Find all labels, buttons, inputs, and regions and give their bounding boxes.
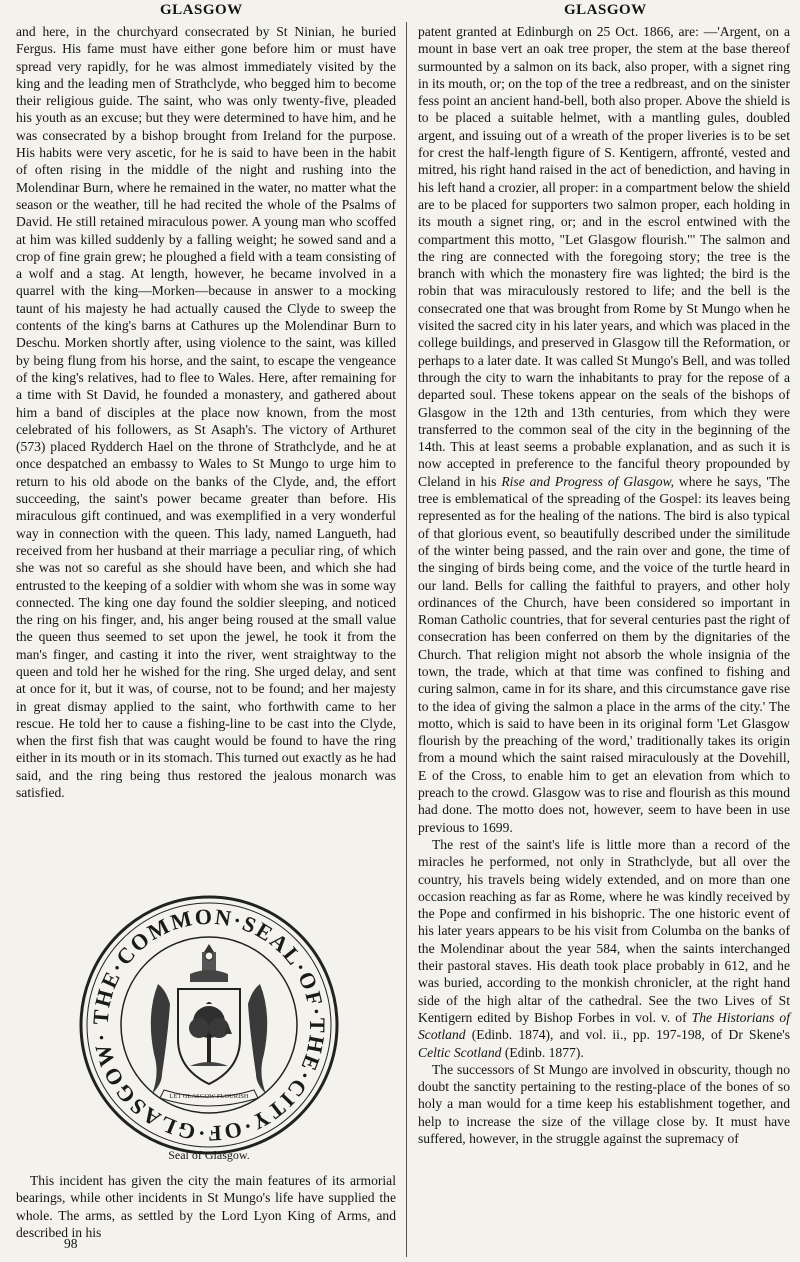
right-paragraph-2-text: The rest of the saint's life is little more than a record of the miracles he performed, not only in Strathclyde, but all over the country, his travels being widely extended, and on more than one occasion reaching as far as Rome, where he was kindly received by the Pope and confirmed in his bishopric. The one historic event of his later years appears to be his visit from Columba on the banks of the Molendinar about the year 584, when the saints interchanged their pastoral staves. His death took place probably in 612, and he was buried, according to the monkish chronicler, at the right hand side of the high altar of the cathedral. See the two Lives of St Kentigern edited by Bishop Forbes in vol. v. of: [418, 836, 790, 1025]
seal-ring-text: THE·COMMON·SEAL·OF·THE·CITY·OF·GLASGOW·: [87, 903, 331, 1147]
right-paragraph-1-tail: where he says, 'The tree is emblematical of the spreading of the Gospel: its leaves being represented as for the healing of the nations. The bird is also typical of that glorious event, so beautifully described under the similitude of the winter being passed, and the rain over and gone, the time of the singing of birds being come, and the voice of the turtle heard in our land. Bells for calling the faithful to prayers, and other holy ordinances of the Church, have been considered so important in Roman Catholic countries, that for several centuries past the right of consecration has been conferred on them by the dignitaries of the Church. That religion might not absorb the whole insignia of the town, the trade, which at that time was confined to fishing and curing salmon, came in for its share, and this circumstance gave rise to the idea of giving the salmon a place in the arms of the city.' The motto, which is said to have been in its original form 'Let Glasgow flourish by the preaching of the word,' traditionally takes its origin from a mound which the saint raised miraculously at the Dovehill, E of the Cross, to enable him to get an elevation from which to preach to the crowd. Glasgow was to rise and flourish as this mound had done. The motto does not, however, seem to have been in use previous to 1699.: [418, 473, 790, 835]
page-number: 98: [64, 1236, 78, 1251]
right-paragraph-2-book-title-1: The Historians of Scotland: [418, 1009, 791, 1043]
right-column: [418, 23, 790, 1147]
motto-ribbon-text: LET GLASGOW FLOURISH: [169, 1093, 249, 1100]
header-right: GLASGOW: [564, 2, 647, 18]
column-divider: [406, 22, 407, 1257]
seal-of-glasgow-illustration: [78, 894, 340, 1156]
right-salmon-supporter: [248, 984, 267, 1094]
left-paragraph-1: and here, in the churchyard consecrated by St Ninian, he buried Fergus. His fame must have either gone before him or must have spread very rapidly, for he was almost immediately visited by the king and the leading men of Strathclyde, who begged him to become their religious guide. The saint, who was only twenty-five, pleaded his youth as an excuse; but they were determined to have him, and he was consecrated by a bishop brought from Ireland for the purpose. His habits were very ascetic, for he is said to have been in the habit of often rising in the middle of the night and rushing into the Molendinar Burn, where he remained in the water, no matter what the season or the weather, till he had recited the whole of the Psalms of David. He still retained miraculous power. A young man who scoffed at him was killed suddenly by a falling weight; he sowed sand and a crop of fine grain grew; he ploughed a field with a team consisting of a wolf and a stag. At length, however, he became involved in a quarrel with the king—Morken—because in answer to a mocking taunt of his majesty he had actually caused the Clyde to sweep the contents of the king's barns at Cathures up the Molendinar Burn to Deschu. Morken shortly after, using violence to the saint, was killed by being flung from his horse, and the saint, to escape the vengeance of the king's relatives, had to flee to Wales. Here, after remaining for a time with St David, he founded a monastery, and gathered about him a band of disciples at the place now known, from the most celebrated of his followers, as St Asaph's. The victory of Arthuret (573) placed Rydderch Hael on the throne of Strathclyde, and he at once despatched an embassy to Wales to St Mungo to urge him to return to his old abode on the banks of the Clyde, and, the effort succeeding, the saint's power became greater than before. His miraculous gift continued, and was exemplified in a very wonderful way in connection with the queen. This lady, named Langueth, had received from her husband at their marriage a peculiar ring, of which she was not so careful as she should have been, and which she had entrusted to the keeping of a soldier with whom she was in some way connected. The king one day found the soldier sleeping, and noticed the ring on his finger, and, his anger being roused at the small value the queen thus seemed to set upon the jewel, he took it from the man's finger, and casting it into the river, went straightway to the queen and told her he wished for the ring. She urged delay, and sent at once for it, but it was, of course, not to be found; and her majesty in great dismay applied to the saint, who forthwith came to her rescue. He told her to cause a fishing-line to be cast into the Clyde, when the first fish that was caught would be found to have the ring either in its mouth or in its stomach. This turned out exactly as he had said, and the ring being thus restored the jealous monarch was satisfied.: [16, 24, 396, 801]
right-paragraph-1: [418, 23, 790, 836]
right-paragraph-1-book-title: Rise and Progress of Glasgow,: [501, 473, 675, 489]
seal-caption: Seal of Glasgow.: [168, 1148, 250, 1162]
saint-kentigern-figure: [190, 944, 228, 982]
left-salmon-supporter: [151, 984, 170, 1094]
left-column: [16, 23, 396, 801]
running-header: [0, 0, 800, 24]
right-paragraph-2: [418, 836, 790, 1061]
left-paragraph-2: This incident has given the city the main features of its armorial bearings, while other incidents in St Mungo's life have supplied the whole. The arms, as settled by the Lord Lyon King of Arms, and described in his: [16, 1173, 396, 1240]
right-paragraph-3: The successors of St Mungo are involved in obscurity, though no doubt the sanctity pertaining to the resting-place of the bones of so holy a man would for a time keep his establishment together, and help to increase the size of the village close by. It must have suffered, however, in the struggle against the supremacy of: [418, 1061, 790, 1146]
right-paragraph-2-tail: (Edinb. 1877).: [504, 1044, 584, 1060]
header-left: GLASGOW: [160, 2, 243, 18]
right-paragraph-1-text: patent granted at Edinburgh on 25 Oct. 1866, are: —'Argent, on a mount in base vert an oak tree proper, the stem at the base thereof surmounted by a salmon on its back, also proper, with a signet ring in its mouth, or; on the top of the tree a redbreast, and on the sinister fess point an ancient hand-bell, both also proper. Above the shield is to be placed a suitable helmet, with a mantling gules, doubled argent, and issuing out of a wreath of the proper liveries is to be set for crest the half-length figure of S. Kentigern, affronté, vested and mitred, his right hand raised in the act of benediction, and having in his left hand a crozier, all proper: in a compartment below the shield are to be placed for supporters two salmon proper, each holding in its mouth a signet ring, or; and in the escrol entwined with the compartment this motto, "Let Glasgow flourish."' The salmon and the ring are connected with the foregoing story; the tree is the branch with which the monastery fire was lighted; the bird is the robin that was miraculously restored to life; and the bell is the consecrated one that was brought from Rome by St Mungo when he visited the sacred city in his later years, and which was placed in the college buildings, and preserved in Glasgow till the Reformation, or perhaps to a later date. It was called St Mungo's Bell, and was tolled through the city to warn the inhabitants to pray for the repose of a departed soul. These tokens appear on the seals of the bishops of Glasgow in the 12th and 13th centuries, from which they were transferred to the common seal of the city in the beginning of the 14th. This at least seems a probable explanation, and as such it is now accepted in preference to the fanciful theory propounded by Cleland in his: [418, 24, 790, 489]
right-paragraph-2-mid: (Edinb. 1874), and vol. ii., pp. 197-198, of Dr Skene's: [471, 1027, 790, 1043]
left-column-continued: [16, 1172, 396, 1241]
right-paragraph-2-book-title-2: Celtic Scotland: [418, 1044, 502, 1060]
